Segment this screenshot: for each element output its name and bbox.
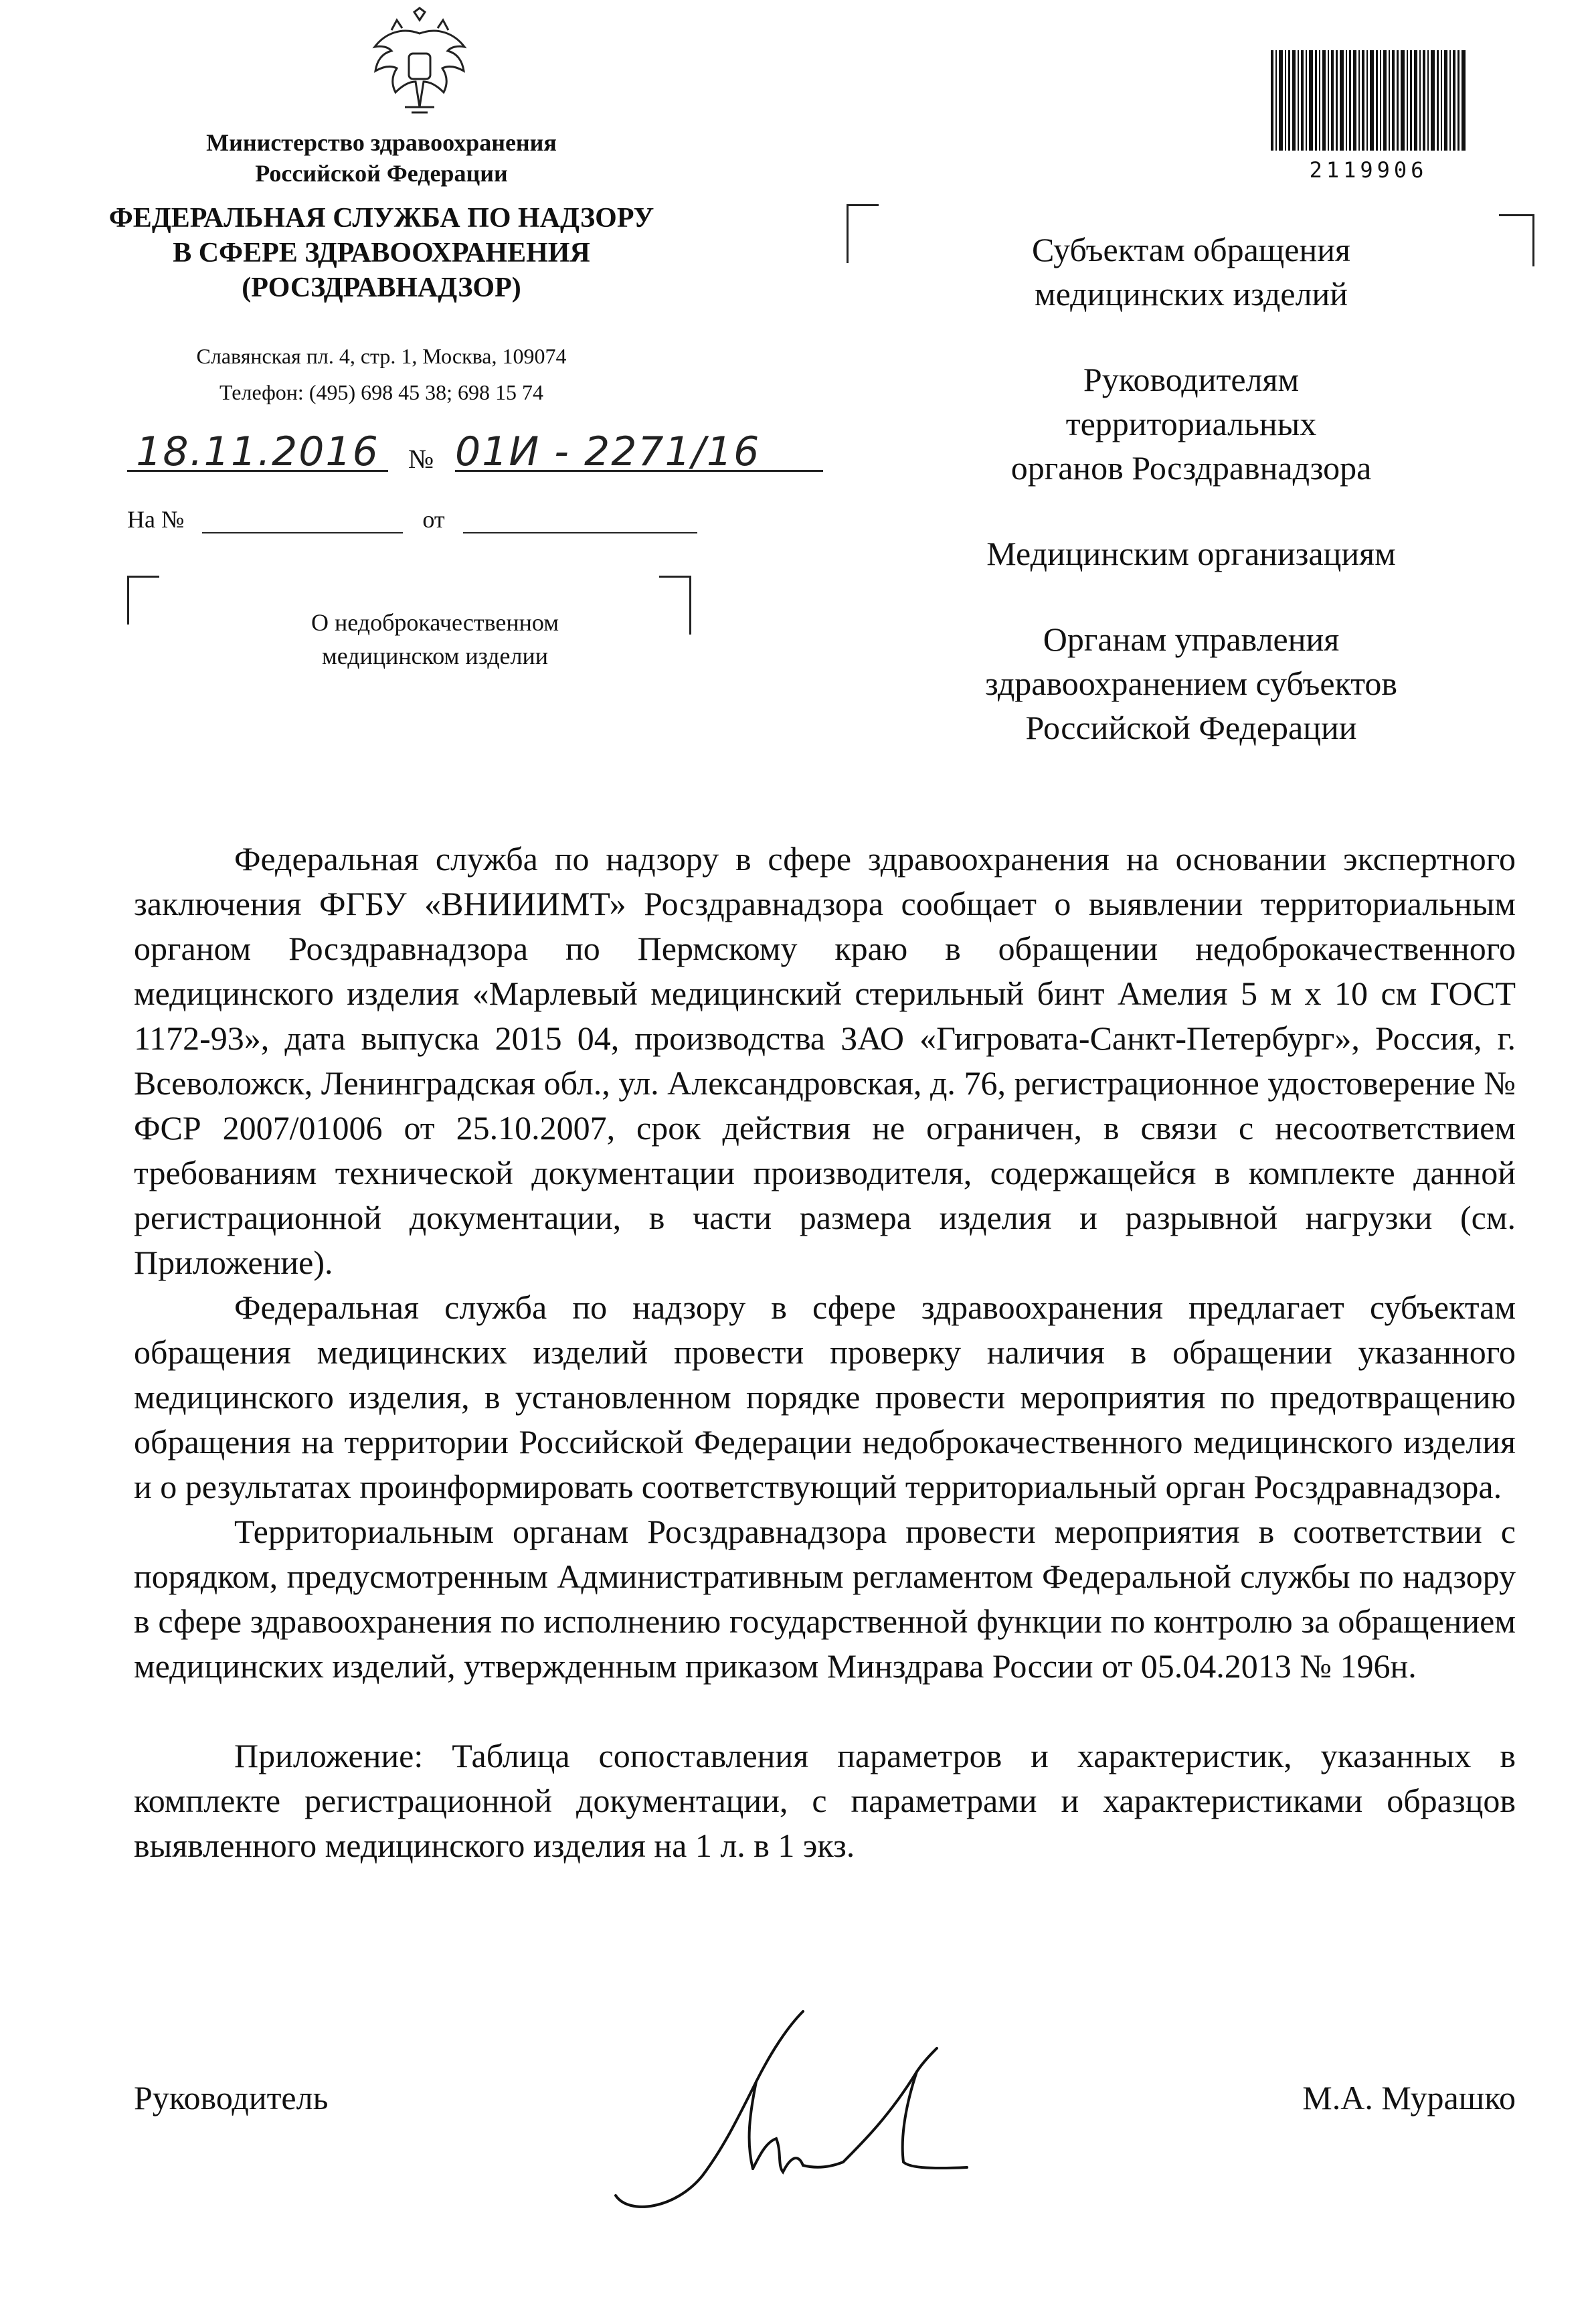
registration-line <box>127 428 761 482</box>
body-paragraph: Территориальным органам Росздравнадзора провести мероприятия в соответствии с порядком, предусмотренным Административным регламентом Федеральной службы по надзору в сфере здравоохранения по исполнению государственной функции по контролю за обращением медицинских изделий, утвержденным приказом Минздрава России от 05.04.2013 № 196н. <box>134 1513 1516 1685</box>
from-label: от <box>422 506 445 533</box>
addressee-bracket-left <box>847 204 879 263</box>
registration-number: 01И - 2271/16 <box>455 428 823 472</box>
registration-date: 18.11.2016 <box>127 428 388 472</box>
subject-line: О недоброкачественном <box>311 609 559 636</box>
number-sign: № <box>408 444 434 474</box>
addressee-list <box>890 228 1492 791</box>
signatory-title: Руководитель <box>134 2079 329 2116</box>
body-paragraph: Федеральная служба по надзору в сфере здравоохранения предлагает субъектам обращения медицинских изделий провести проверку наличия в обращении указанного медицинского изделия, в установленном порядке провести мероприятия по предотвращению обращения на территории Российской Федерации недоброкачественного медицинского изделия и о результатах проинформировать соответствующий территориальный орган Росздравнадзора. <box>134 1289 1516 1505</box>
addressee-item: Руководителям территориальных органов Росздравнадзора <box>1010 361 1372 487</box>
addressee-item: Медицинским организациям <box>986 535 1396 572</box>
address-block <box>107 338 656 410</box>
subject-bracket-right <box>659 576 691 635</box>
address-line: Славянская пл. 4, стр. 1, Москва, 109074 <box>196 344 567 368</box>
addressee-bracket-right <box>1499 214 1534 266</box>
phone-line: Телефон: (495) 698 45 38; 698 15 74 <box>219 380 544 404</box>
addressee-item: Органам управления здравоохранением субъектов Российской Федерации <box>984 620 1398 746</box>
from-blank <box>463 511 697 533</box>
on-no-label: На № <box>127 506 185 533</box>
reference-line <box>127 505 716 533</box>
subject-line: медицинском изделии <box>321 643 549 669</box>
letter-body <box>134 837 1516 1868</box>
barcode-icon <box>1268 37 1469 157</box>
handwritten-signature <box>602 2001 977 2222</box>
signatory-name: М.А. Мурашко <box>1302 2079 1516 2116</box>
addressee-item: Субъектам обращения медицинских изделий <box>1032 231 1350 313</box>
service-line: (РОСЗДРАВНАДЗОР) <box>242 272 521 303</box>
service-line: ФЕДЕРАЛЬНАЯ СЛУЖБА ПО НАДЗОРУ <box>108 203 654 234</box>
service-name <box>100 201 662 305</box>
state-emblem-icon <box>365 7 475 120</box>
subject-bracket-left <box>127 576 159 625</box>
ministry-line: Министерство здравоохранения <box>206 129 557 156</box>
ministry-line: Российской Федерации <box>255 160 508 187</box>
barcode-number: 2119906 <box>1309 157 1428 183</box>
appendix-paragraph: Приложение: Таблица сопоставления параметров и характеристик, указанных в комплекте регистрационной документации, с параметрами и характеристиками образцов выявленного медицинского изделия на 1 л. в 1 экз. <box>134 1737 1516 1864</box>
subject <box>241 606 629 673</box>
service-line: В СФЕРЕ ЗДРАВООХРАНЕНИЯ <box>173 238 590 268</box>
ministry-name <box>107 127 656 189</box>
body-paragraph: Федеральная служба по надзору в сфере здравоохранения на основании экспертного заключения ФГБУ «ВНИИИМТ» Росздравнадзора сообщает о выявлении территориальным органом Росздравнадзора по Пермскому краю в обращении недоброкачественного медицинского изделия «Марлевый медицинский стерильный бинт Амелия 5 м х 10 см ГОСТ 1172-93», дата выпуска 2015 04, производства ЗАО «Гигровата-Санкт-Петербург», Россия, г. Всеволожск, Ленинградская обл., ул. Александровская, д. 76, регистрационное удостоверение № ФСР 2007/01006 от 25.10.2007, срок действия не ограничен, в связи с несоответствием требованиям технической документации производителя, содержащейся в комплекте данной регистрационной документации, в части размера изделия и разрывной нагрузки (см. Приложение). <box>134 840 1516 1281</box>
on-no-blank <box>202 511 403 533</box>
